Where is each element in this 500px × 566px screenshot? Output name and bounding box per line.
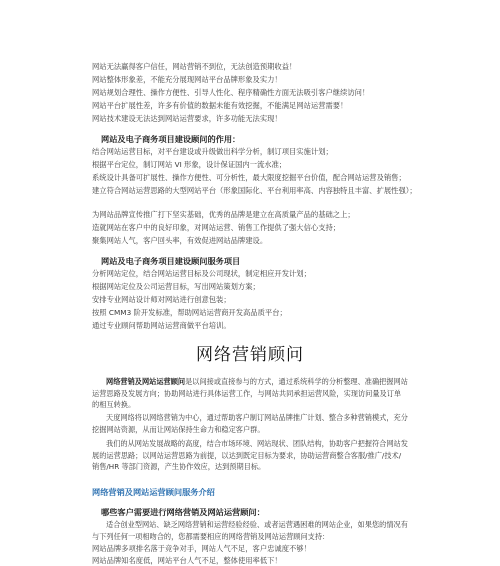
intro-paragraph-3 <box>92 438 408 473</box>
list-item: 通过专业顾问帮助网站运营商做平台培训。 <box>92 321 231 330</box>
list-item: 网站品牌知名度低，网站平台人气不足，整体使用率低下！ <box>92 556 282 565</box>
intro-paragraph-1 <box>92 376 408 411</box>
who-paragraph <box>92 519 408 542</box>
list-item: 网站规划合理性、操作方便性、引导人性化、程序精确性方面无法吸引客户继续访问！ <box>92 88 370 97</box>
list-item: 网站技术建设无法达到网站运营要求，许多功能无法实现！ <box>92 114 282 123</box>
who-text: 适合创业型网站、缺乏网络营销和运营经验经验、或者运营遇困难的网站企业，如果您的情况有与下列任何一项相吻合的，您都需要相应的网络营销及网站运营顾问支持： <box>92 520 408 541</box>
who-heading: 哪些客户需要进行网络营销及网站运营顾问： <box>101 507 265 517</box>
list-item: 系统设计具备可扩展性、操作方便性、可分析性，最大限度挖掘平台价值，配合网站运营及销售； <box>92 173 406 182</box>
section-heading-role: 网站及电子商务项目建设顾问的作用： <box>101 134 241 144</box>
list-item: 网站平台扩展性差，许多有价值的数据未能有效挖掘，不能满足网站运营需要！ <box>92 101 348 110</box>
intro-text: 我们的从网站发展战略的高度，结合市场环境、网站现状、团队结构，协助客户把握符合网站发展的运营思路；以网站运营思路为前提，以达到既定目标为要求，协助运营商整合客服/推广/技术/销售/HR 等部门资源，产生协作效应，达到预期目标。 <box>92 439 408 471</box>
list-item: 分析网站定位，结合网站运营目标及公司现状，制定相应开发计划； <box>92 269 311 278</box>
intro-text: 天度网络将以网络营销为中心，通过帮助客户制订网站品牌推广计划、整合多种营销模式，充分挖掘网站资源，从而让网站保持生命力和稳定客户群。 <box>92 413 408 434</box>
list-item: 聚集网站人气，客户回头率，有效促进网站品牌建设。 <box>92 236 268 245</box>
list-item: 按照 CMM3 阶开发标准，帮助网站运营商开发高品质平台； <box>92 308 287 317</box>
list-item: 根据平台定位，制订网站 VI 形象，设计保证国内一流水准； <box>92 160 287 169</box>
list-item: 安排专业网站设计师对网站进行创意包装； <box>92 295 231 304</box>
service-intro-heading: 网络营销及网站运营顾问服务介绍 <box>92 487 215 497</box>
intro-text: 是以间接或直接参与的方式，通过系统科学的分析整理、准确把握网站运营思路及发展方向；协助网站进行具体运营工作，与网站共同承担运营风险，实现访问量及订单的相互转换。 <box>92 377 408 409</box>
intro-bold-term: 网络营销及网站运营顾问 <box>106 377 186 386</box>
section-heading-services: 网站及电子商务项目建设顾问服务项目 <box>101 256 241 266</box>
list-item: 网站整体形象差，不能充分展现网站平台品牌形象及实力！ <box>92 75 282 84</box>
list-item: 为网站品牌宣传推广打下坚实基础，优秀的品牌是建立在高质量产品的基础之上； <box>92 210 355 219</box>
list-item: 建立符合网站运营思路的大型网站平台（形象国际化、平台利用率高、内容独特且丰富、扩展性强）； <box>92 186 417 195</box>
list-item: 根据网站定位及公司运营目标，写出网站策划方案； <box>92 282 260 291</box>
list-item: 结合网站运营目标，对平台建设或升级做出科学分析，制订项目实施计划； <box>92 147 333 156</box>
list-item: 网站无法赢得客户信任，网站营销不到位，无法创造预期收益！ <box>92 62 297 71</box>
list-item: 网站品牌多项排名落于竞争对手，网站人气不足，客户忠诚度不够！ <box>92 544 311 553</box>
list-item: 造就网站在客户中的良好印象，对网站运营、销售工作提供了强大信心支持； <box>92 223 341 232</box>
page-title: 网络营销顾问 <box>196 345 304 365</box>
intro-paragraph-2 <box>92 412 408 435</box>
